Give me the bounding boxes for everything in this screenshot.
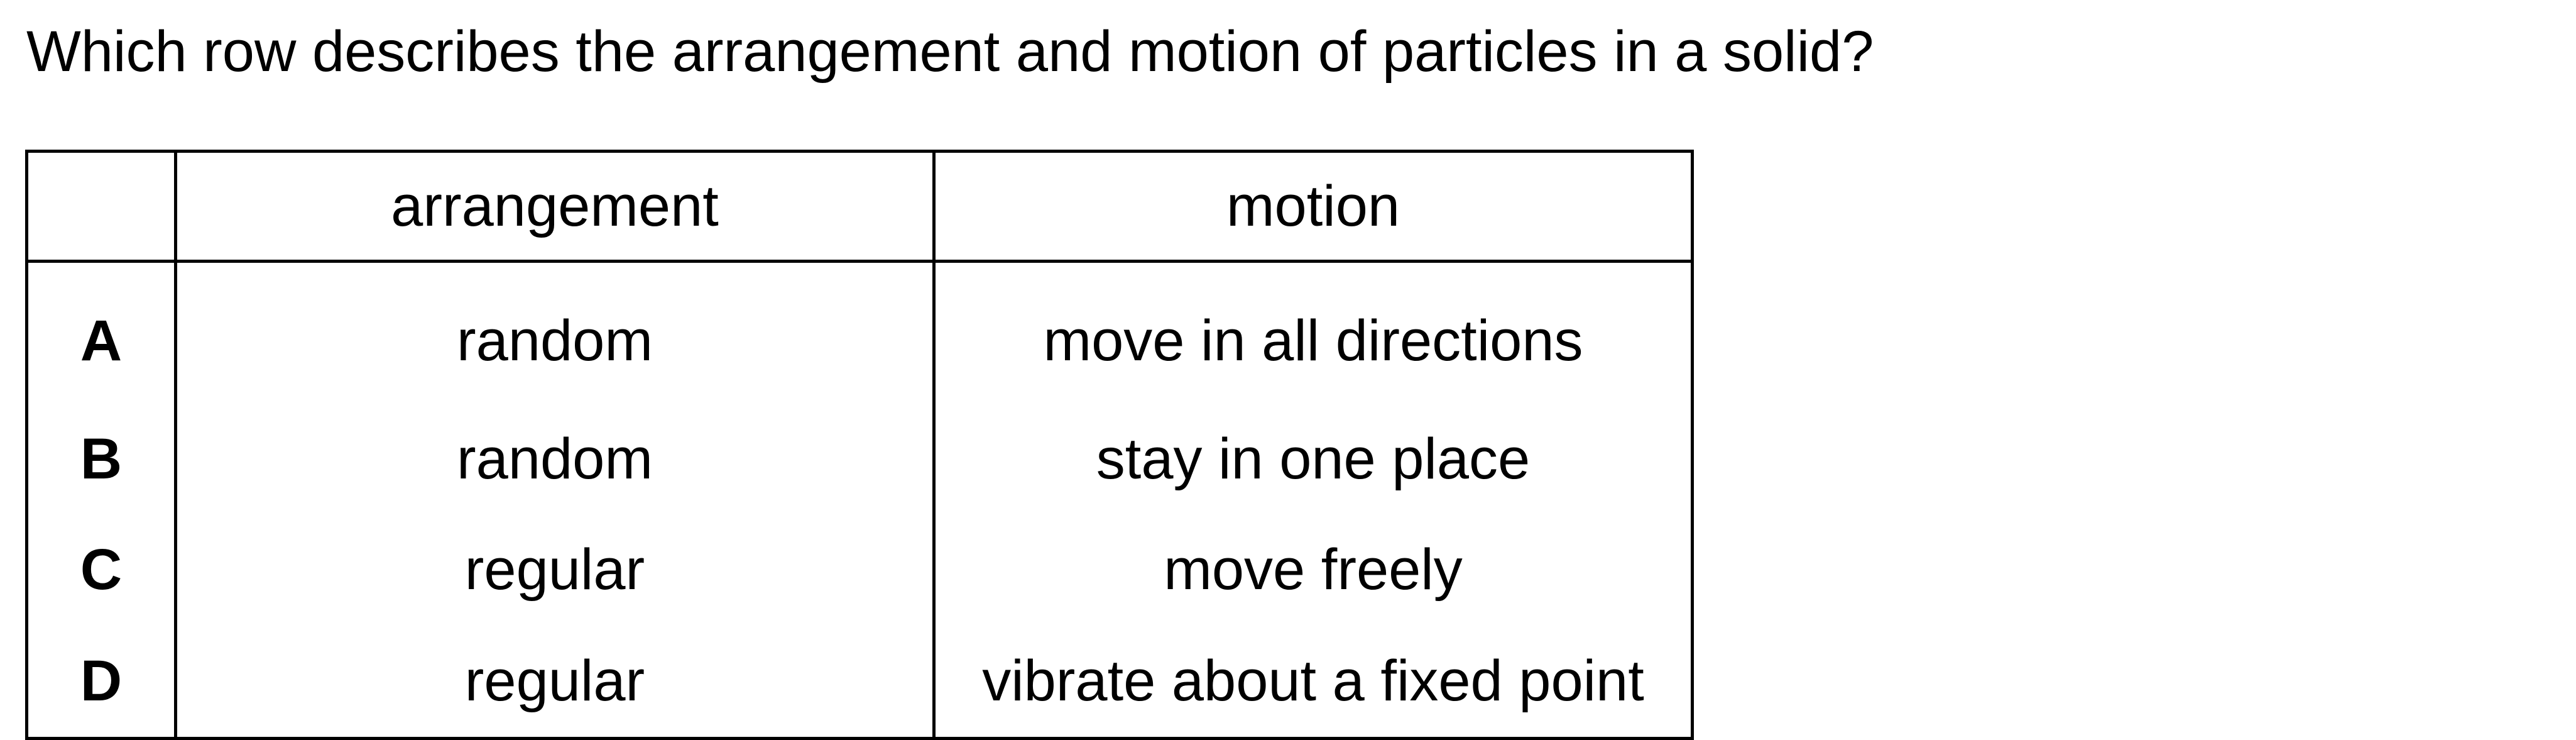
header-arrangement: arrangement bbox=[176, 152, 934, 262]
motion-cell: stay in one place bbox=[934, 404, 1693, 514]
table-row bbox=[27, 262, 1693, 404]
arrangement-cell: regular bbox=[176, 625, 934, 739]
arrangement-cell: random bbox=[176, 404, 934, 514]
option-letter: A bbox=[27, 262, 176, 404]
table-row bbox=[27, 404, 1693, 514]
question-text: Which row describes the arrangement and motion of particles in a solid? bbox=[26, 19, 1874, 84]
options-table bbox=[25, 150, 1694, 740]
motion-cell: move freely bbox=[934, 514, 1693, 625]
table-row bbox=[27, 625, 1693, 739]
motion-cell: move in all directions bbox=[934, 262, 1693, 404]
option-letter: D bbox=[27, 625, 176, 739]
table-header-row bbox=[27, 152, 1693, 262]
table-row bbox=[27, 514, 1693, 625]
option-letter: C bbox=[27, 514, 176, 625]
header-letter-cell bbox=[27, 152, 176, 262]
arrangement-cell: regular bbox=[176, 514, 934, 625]
motion-cell: vibrate about a fixed point bbox=[934, 625, 1693, 739]
option-letter: B bbox=[27, 404, 176, 514]
header-motion: motion bbox=[934, 152, 1693, 262]
arrangement-cell: random bbox=[176, 262, 934, 404]
